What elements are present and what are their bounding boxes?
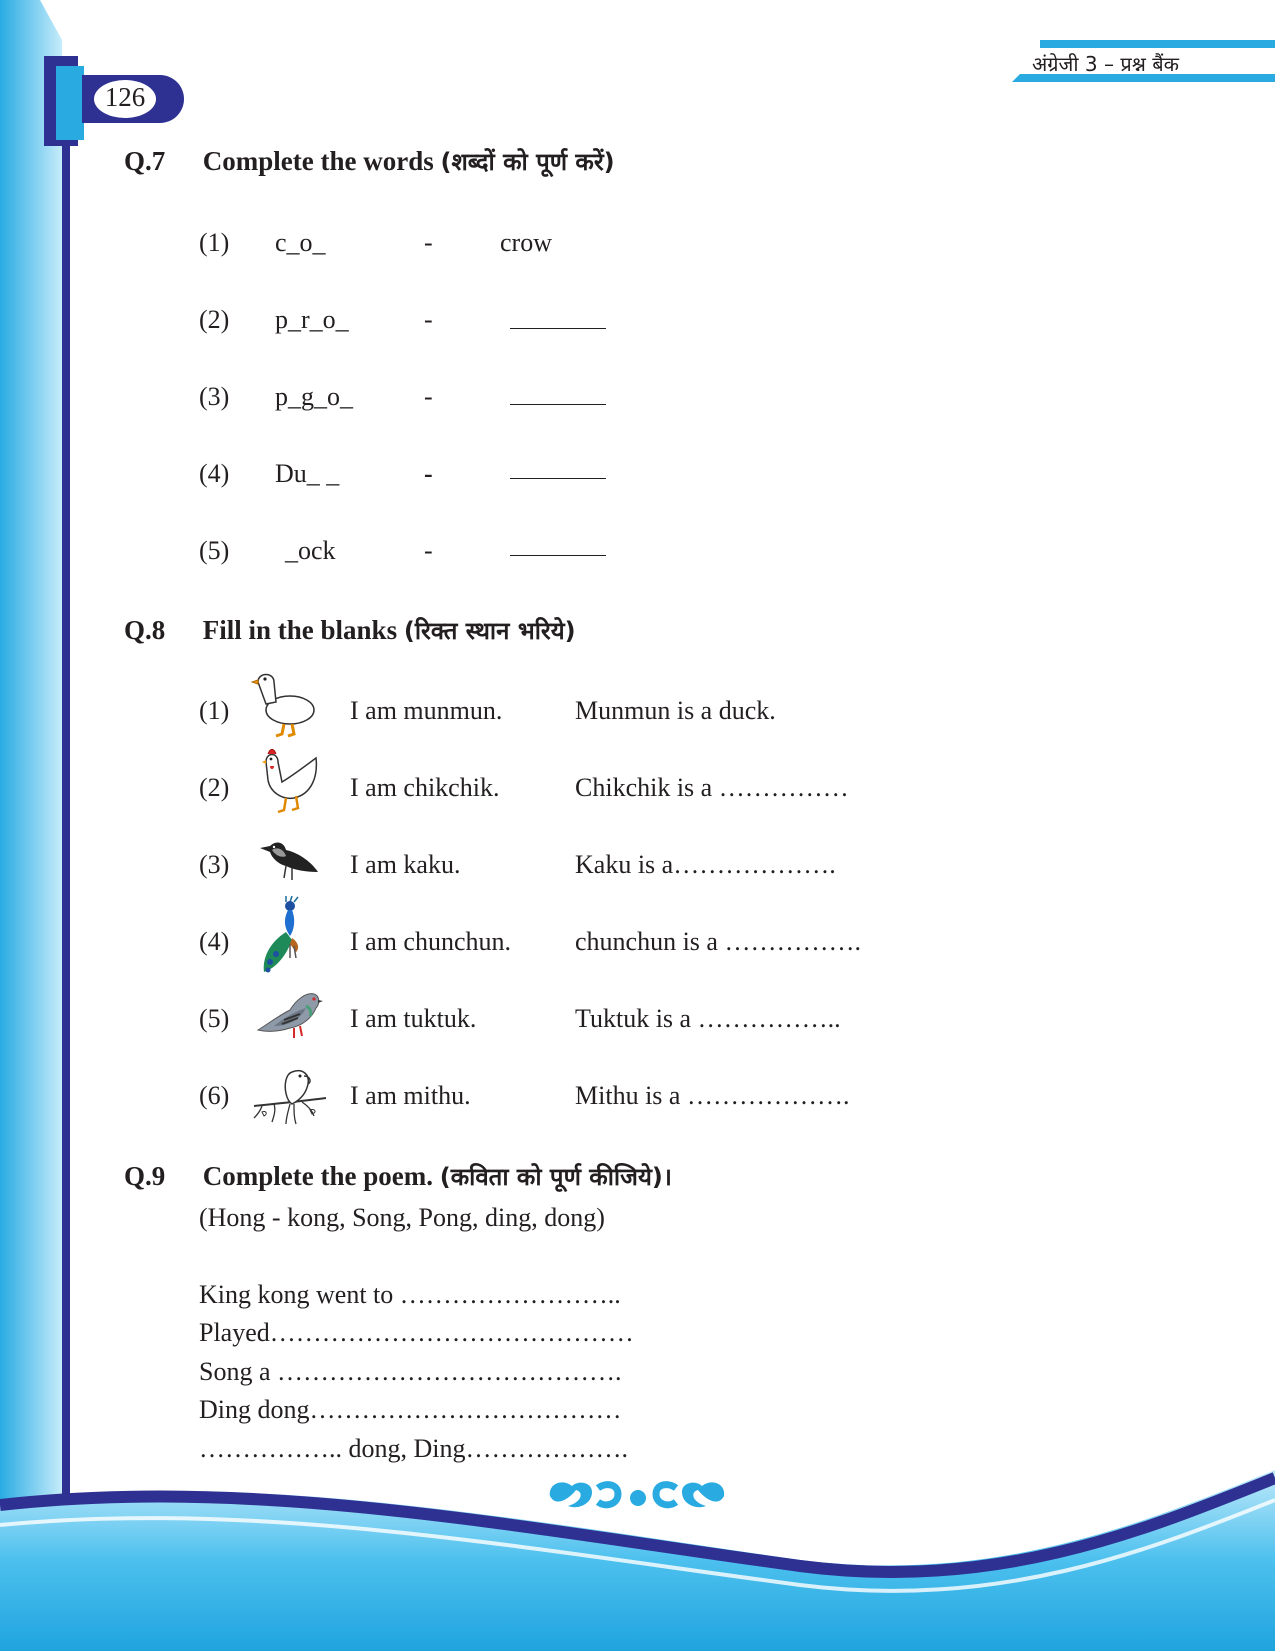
q8-item-num: (1): [199, 696, 230, 725]
q7-item-answer: crow: [500, 228, 552, 257]
q7-item-dash: -: [424, 305, 433, 334]
q7-item-num: (3): [199, 382, 230, 411]
duck-icon: [248, 668, 320, 740]
q7-item-num: (4): [199, 459, 230, 488]
q9-heading: [124, 1160, 672, 1193]
q8-item-num: (6): [199, 1081, 230, 1110]
q7-item-word: Du_ _: [275, 459, 340, 488]
end-ornament-icon: [542, 1476, 732, 1514]
q7-heading: [124, 145, 615, 178]
crow-icon: [256, 836, 322, 886]
q7-answer-blank[interactable]: [510, 478, 606, 479]
q7-answer-blank[interactable]: [510, 328, 606, 329]
q7-answer-blank[interactable]: [510, 555, 606, 556]
q8-item-left: I am tuktuk.: [350, 1004, 477, 1033]
q8-item-left: I am chunchun.: [350, 927, 512, 956]
q8-item-num: (5): [199, 1004, 230, 1033]
q7-item-dash: -: [424, 459, 433, 488]
hen-icon: [252, 746, 322, 816]
q7-item-word: c_o_: [275, 228, 326, 257]
q7-item-num: (2): [199, 305, 230, 334]
q7-item-num: (1): [199, 228, 230, 257]
q8-item-right: Kaku is a……………….: [575, 850, 836, 879]
q9-options: (Hong - kong, Song, Pong, ding, dong): [199, 1203, 605, 1232]
book-title: अंग्रेजी 3 – प्रश्न बैंक: [1032, 52, 1180, 76]
q7-item-dash: -: [424, 382, 433, 411]
poem-line: Ding dong………………………………: [199, 1395, 622, 1424]
q8-title: Fill in the blanks: [202, 615, 398, 645]
page-number: 126: [104, 82, 146, 112]
q8-title-hindi: (रिक्त स्थान भरिये): [403, 617, 576, 645]
q7-answer-blank[interactable]: [510, 404, 606, 405]
q8-item-right: chunchun is a …………….: [575, 927, 861, 956]
q7-item-dash: -: [424, 228, 433, 257]
q9-number: Q.9: [124, 1161, 166, 1191]
poem-line: …………….. dong, Ding……………….: [199, 1434, 628, 1463]
q7-item-word: _ock: [285, 536, 336, 565]
poem-line: Song a ………………………………….: [199, 1357, 622, 1386]
q8-item-right: Munmun is a duck.: [575, 696, 776, 725]
q8-item-left: I am mithu.: [350, 1081, 471, 1110]
q7-title: Complete the words: [202, 146, 434, 176]
q7-number: Q.7: [124, 146, 166, 176]
pigeon-icon: [254, 986, 324, 1042]
q8-item-right: Chikchik is a ……………: [575, 773, 849, 802]
q8-heading: [124, 614, 576, 647]
q8-item-right: Mithu is a ……………….: [575, 1081, 850, 1110]
q7-item-word: p_r_o_: [275, 305, 349, 334]
q8-item-right: Tuktuk is a ……………..: [575, 1004, 841, 1033]
q7-item-num: (5): [199, 536, 230, 565]
poem-line: Played……………………………………: [199, 1318, 634, 1347]
q8-number: Q.8: [124, 615, 166, 645]
q9-title: Complete the poem.: [202, 1161, 433, 1191]
q8-item-left: I am kaku.: [350, 850, 461, 879]
parrot-icon: [252, 1066, 328, 1126]
poem-line: King kong went to ……………………..: [199, 1280, 621, 1309]
q8-item-num: (3): [199, 850, 230, 879]
q8-item-num: (2): [199, 773, 230, 802]
q8-item-num: (4): [199, 927, 230, 956]
q7-title-hindi: (शब्दों को पूर्ण करें): [440, 148, 615, 176]
q8-item-left: I am chikchik.: [350, 773, 500, 802]
q9-title-hindi: (कविता को पूर्ण कीजिये)।: [439, 1163, 672, 1191]
q7-item-word: p_g_o_: [275, 382, 353, 411]
q8-item-left: I am munmun.: [350, 696, 503, 725]
peacock-icon: [256, 896, 316, 974]
q7-item-dash: -: [424, 536, 433, 565]
